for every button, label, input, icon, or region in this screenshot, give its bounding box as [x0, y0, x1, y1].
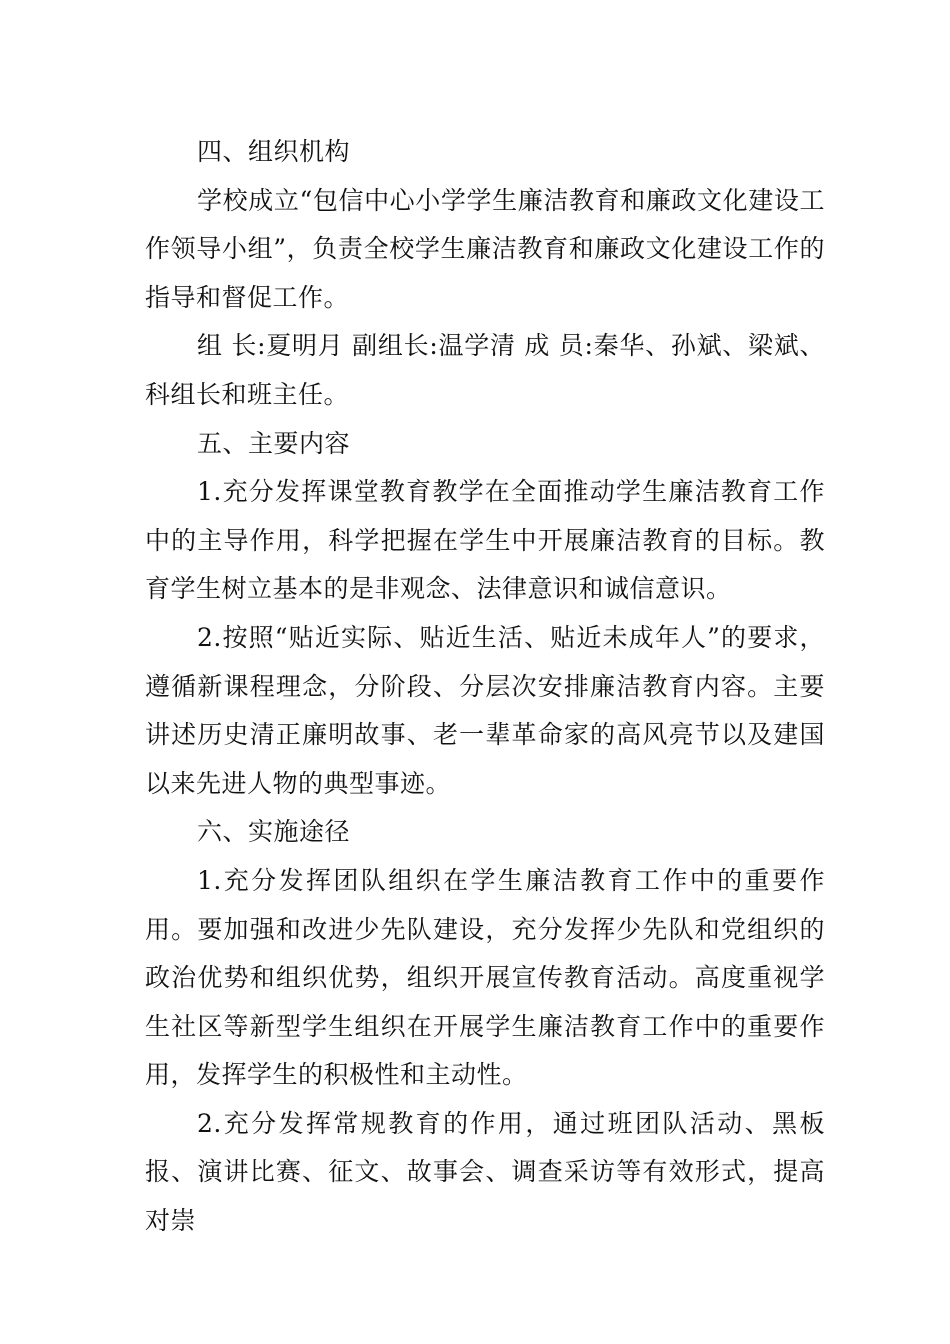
paragraph-content-item-2: 2.按照“贴近实际、贴近生活、贴近未成年人”的要求，遵循新课程理念，分阶段、分层次安排廉洁教育内容。主要讲述历史清正廉明故事、老一辈革命家的高风亮节以及建国以来先进人物的典型事迹。 [145, 622, 825, 798]
paragraph-leadership-group: 学校成立“包信中心小学学生廉洁教育和廉政文化建设工作领导小组”，负责全校学生廉洁教育和廉政文化建设工作的指导和督促工作。 [145, 185, 825, 312]
paragraph-content-item-1: 1.充分发挥课堂教育教学在全面推动学生廉洁教育工作中的主导作用，科学把握在学生中开展廉洁教育的目标。教育学生树立基本的是非观念、法律意识和诚信意识。 [145, 477, 825, 604]
section-heading-organization: 四、组织机构 [197, 137, 351, 166]
section-heading-main-content: 五、主要内容 [197, 428, 351, 458]
paragraph-members: 组 长:夏明月 副组长:温学清 成 员:秦华、孙斌、梁斌、科组长和班主任。 [145, 331, 825, 409]
document-page [145, 128, 825, 1246]
section-heading-implementation: 六、实施途径 [197, 817, 351, 847]
paragraph-implementation-item-2: 2.充分发挥常规教育的作用，通过班团队活动、黑板报、演讲比赛、征文、故事会、调查采访等有效形式，提高对崇 [145, 1108, 825, 1236]
paragraph-implementation-item-1: 1.充分发挥团队组织在学生廉洁教育工作中的重要作用。要加强和改进少先队建设，充分发挥少先队和党组织的政治优势和组织优势，组织开展宣传教育活动。高度重视学生社区等新型学生组织在开展学生廉洁教育工作中的重要作用，发挥学生的积极性和主动性。 [145, 865, 825, 1090]
